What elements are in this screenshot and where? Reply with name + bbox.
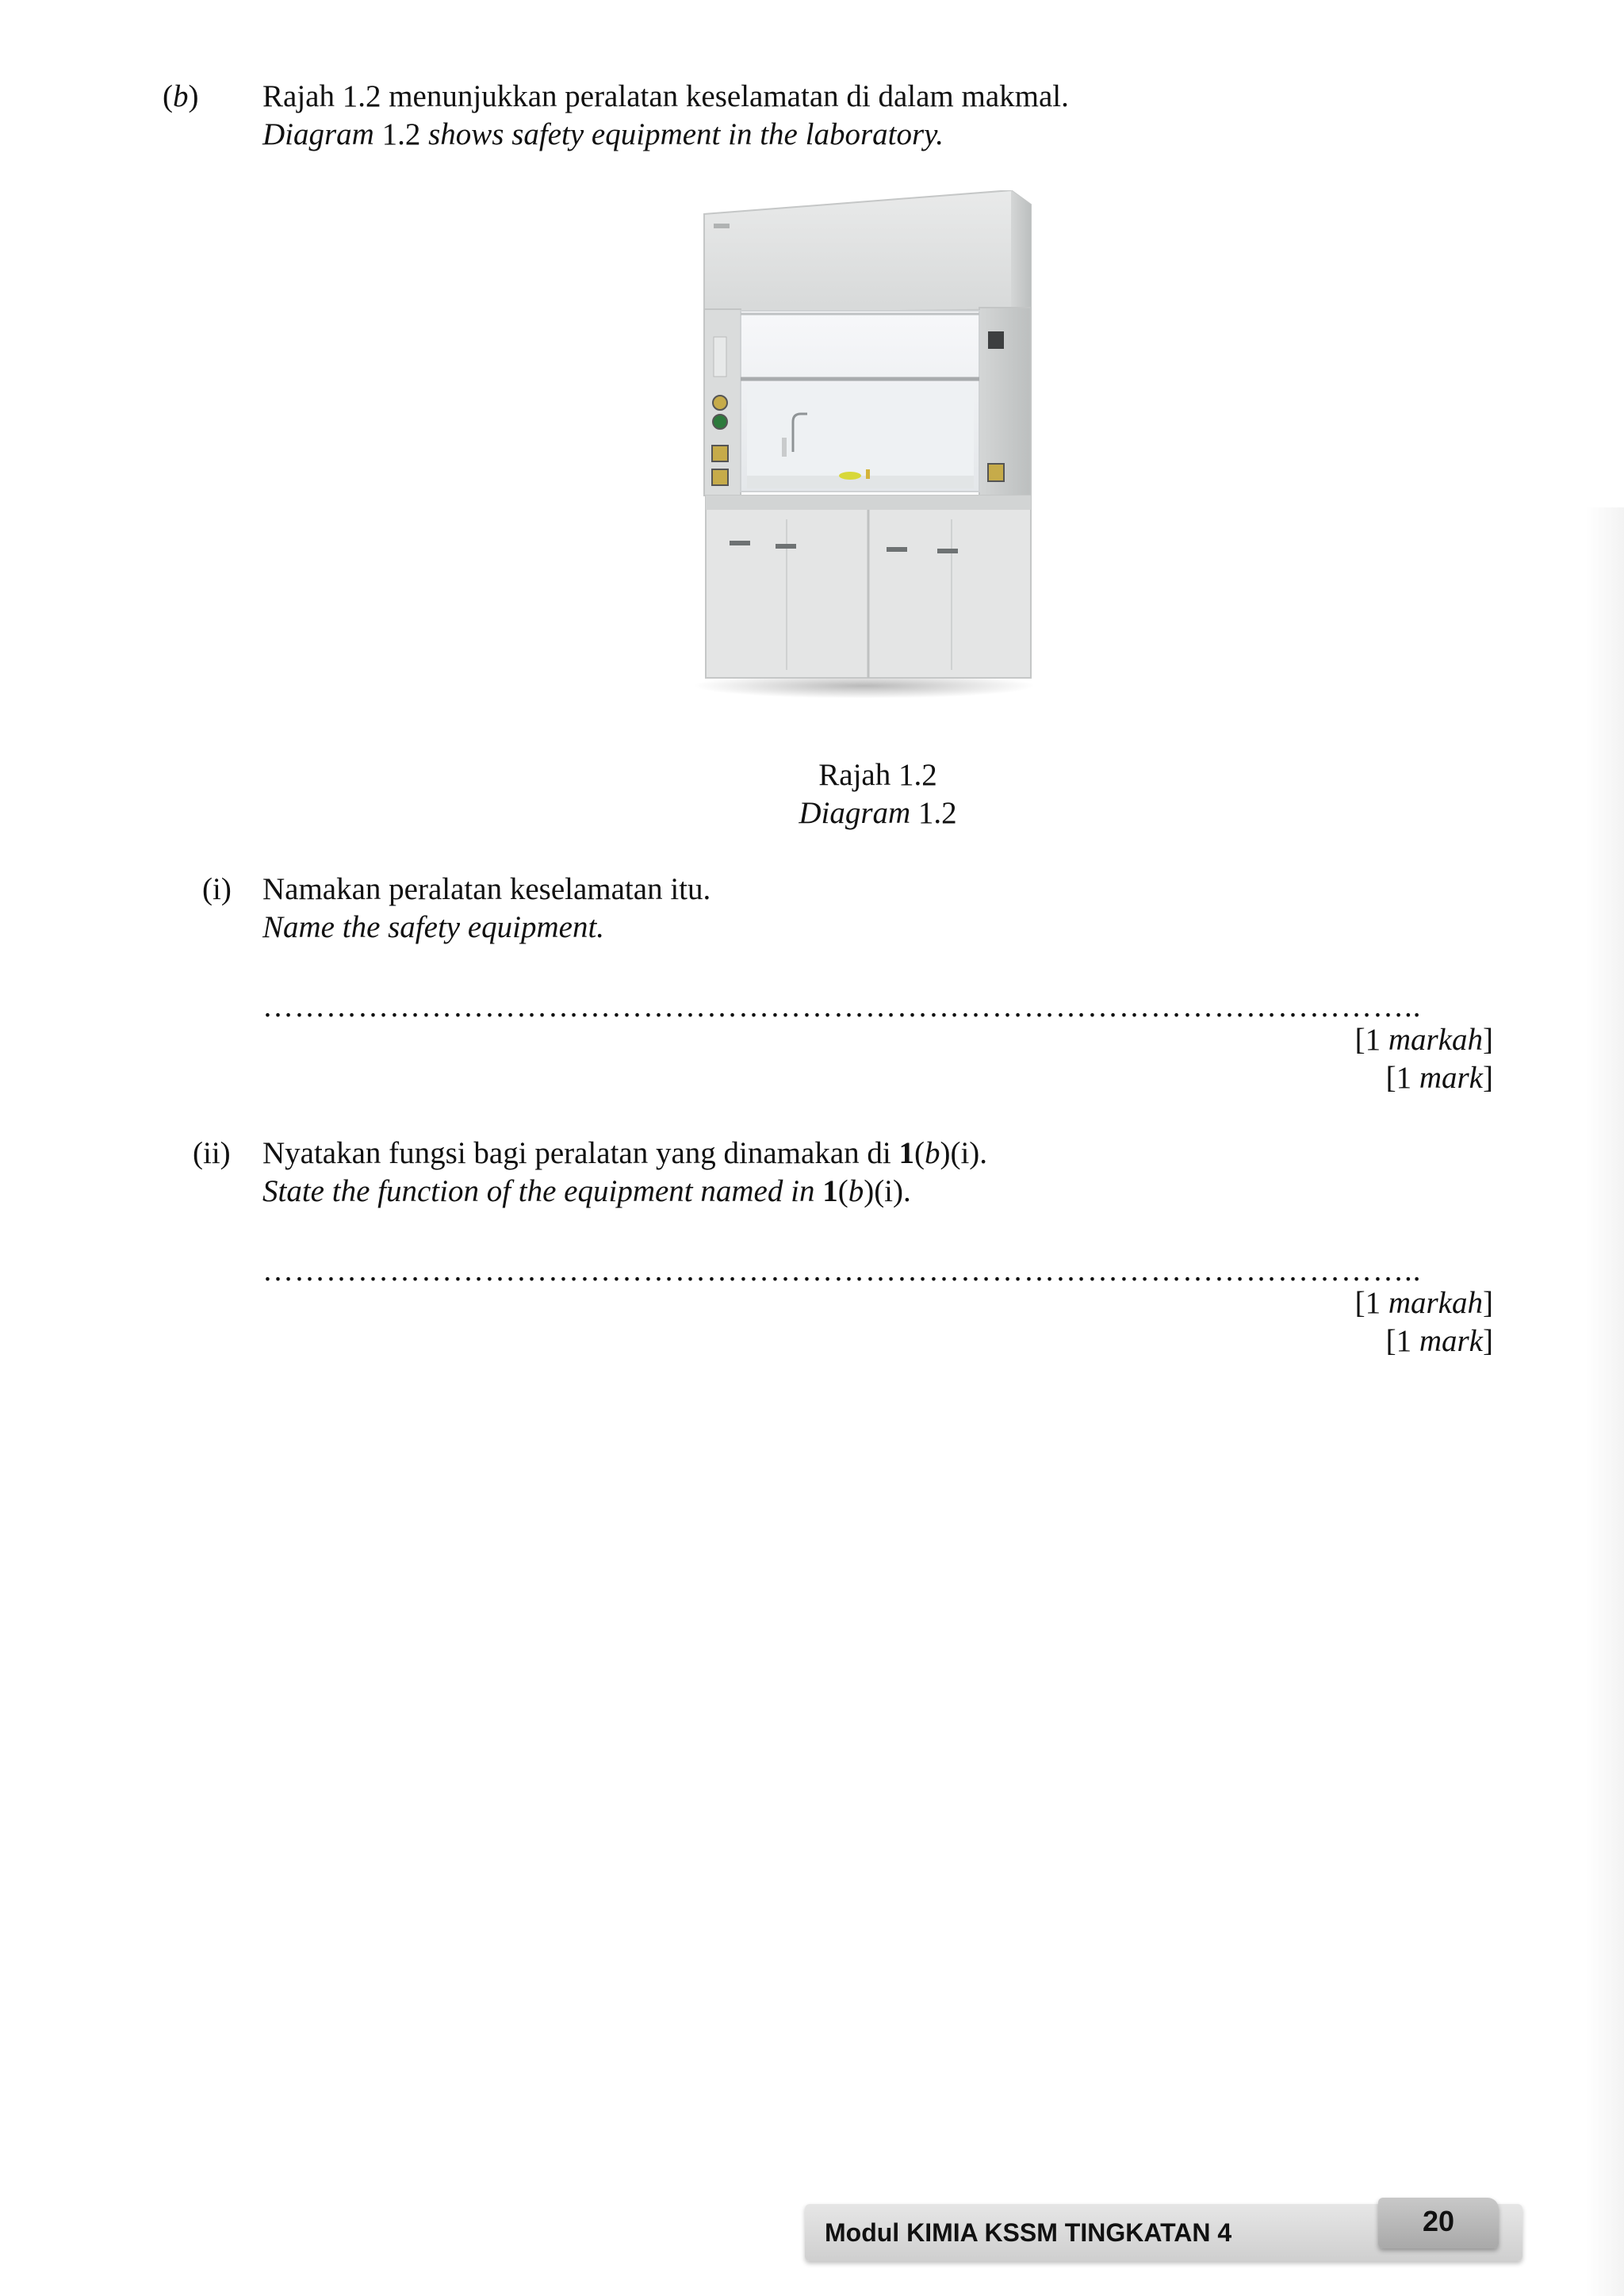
page-number: 20 bbox=[1422, 2205, 1455, 2237]
subquestion-i-number: (i) bbox=[202, 872, 232, 906]
figure-caption-english: Diagram 1.2 bbox=[799, 796, 957, 830]
footer-module-title: Modul KIMIA KSSM TINGKATAN 4 bbox=[825, 2218, 1232, 2247]
fume-hood-cabinet-icon bbox=[682, 190, 1047, 698]
question-label-b: (b) bbox=[163, 79, 199, 113]
subquestion-i-text-english: Name the safety equipment. bbox=[262, 910, 605, 944]
mark-malay-i: [1 markah] bbox=[1354, 1023, 1493, 1057]
mark-english-i: [1 mark] bbox=[1385, 1061, 1493, 1095]
question-text-english: Diagram 1.2 shows safety equipment in the laboratory. bbox=[262, 117, 944, 151]
subquestion-i-text-malay: Namakan peralatan keselamatan itu. bbox=[262, 872, 711, 906]
answer-line-i[interactable]: ……………………………………………………………………………………………….. bbox=[262, 989, 1422, 1024]
figure-caption-malay: Rajah 1.2 bbox=[818, 758, 937, 792]
mark-malay-ii: [1 markah] bbox=[1354, 1286, 1493, 1320]
question-text-malay: Rajah 1.2 menunjukkan peralatan keselamatan di dalam makmal. bbox=[262, 79, 1069, 113]
subquestion-ii-text-malay: Nyatakan fungsi bagi peralatan yang dinamakan di 1(b)(i). bbox=[262, 1136, 988, 1170]
answer-line-ii[interactable]: ……………………………………………………………………………………………….. bbox=[262, 1253, 1422, 1288]
page-edge-shade bbox=[1586, 507, 1624, 2296]
mark-english-ii: [1 mark] bbox=[1385, 1324, 1493, 1358]
subquestion-ii-text-english: State the function of the equipment named in 1(b)(i). bbox=[262, 1174, 911, 1208]
subquestion-ii-number: (ii) bbox=[193, 1136, 231, 1170]
